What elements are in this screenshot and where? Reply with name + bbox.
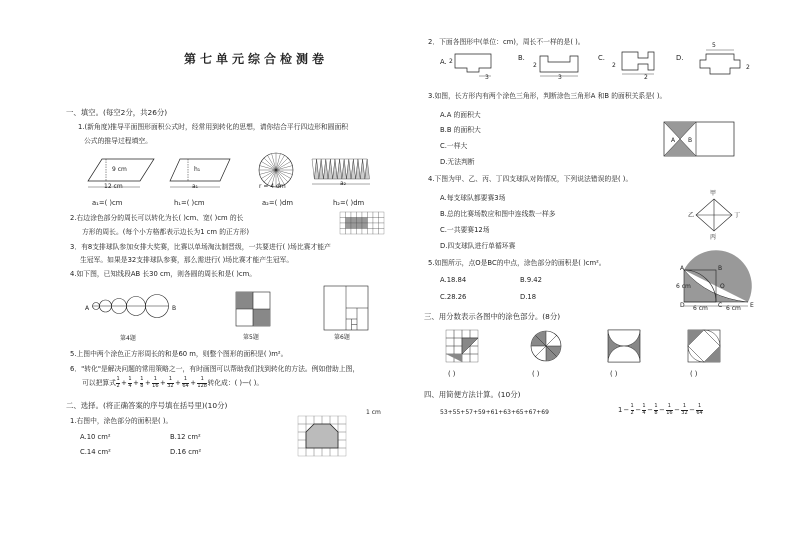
s3-fig-1 [446,330,480,364]
grid-cell [379,229,385,235]
circle-sector-line [260,166,276,170]
s4-op: − [635,405,641,414]
grid-cell [322,448,330,456]
r-q4-opt-c[interactable]: C.一共要赛12场 [440,226,490,234]
grid-cell [454,346,462,354]
s4-op: − [647,405,653,414]
r-q4-opt-b[interactable]: B.总的比赛场数应和图中连线数一样多 [440,210,556,218]
grid-cell [298,440,306,448]
s4-expr-2 [618,404,703,416]
q1-parallelogram-figure [88,157,158,193]
q6-fraction: $\frac{1}{8}$ [140,376,144,389]
grid-cell [373,223,379,229]
r-q2-num-b: 2 [533,62,537,69]
q5-caption: 第5题 [243,334,259,341]
grid-cell [340,223,346,229]
grid-cell [373,212,379,218]
grid-cell [470,354,478,362]
s3-blank-3[interactable]: ( ) [610,370,618,378]
r-q5-point-d: D [680,302,685,309]
r-q2-num-a2: 3 [485,74,489,81]
s4-op: − [659,405,665,414]
q5-text: 5.上图中两个涂色正方形周长的和是60 m，则整个图形的面积是( )m²。 [70,350,288,358]
grid-cell [379,212,385,218]
r-q2-label-a[interactable]: A. [440,58,447,66]
grid-cell [357,212,363,218]
q1-rect-figure [170,157,240,193]
s4-op: − [689,405,695,414]
grid-cell [446,346,454,354]
grid-cell [298,432,306,440]
q1-rect-a1: a₁ [192,183,199,190]
q1-text-line1: 1.(新角度)推导平面图形面积公式时，经常用到转化的思想，请你结合平行四边形和圆面积 [78,123,349,131]
q1-strip-a2: a₂ [340,180,347,187]
s4-fraction: $\frac{1}{16}$ [666,403,673,416]
r-q3-opt-c[interactable]: C.一样大 [440,142,468,150]
grid-cell [338,432,346,440]
circle-sector-line [276,166,292,170]
grid-cell [340,229,346,235]
q6-text-line2 [82,377,263,389]
s4-expr-1: 53+55+57+59+61+63+65+67+69 [440,409,549,416]
r-q5-opt-d[interactable]: D.18 [520,293,537,301]
r-q2-num-a: 2 [449,58,453,65]
q1-circle-radius: r = 4 dm [259,183,286,190]
q6-fraction: $\frac{1}{64}$ [182,376,189,389]
s3-blank-2[interactable]: ( ) [532,370,540,378]
s4-fraction: $\frac{1}{32}$ [681,403,688,416]
r-q2-shape-d [690,48,742,80]
s2-q1-opt-c[interactable]: C.14 cm² [80,448,111,456]
grid-cell [362,212,368,218]
r-q4-node-3: 丙 [710,234,717,241]
q3-text-line2: 生冠军。如果是32支排球队参赛，那么需进行( )场比赛才能产生冠军。 [80,256,294,264]
q6-op: + [133,378,139,387]
s4-op: − [674,405,680,414]
r-q4-node-4: 丁 [734,212,741,219]
s2-q1-opt-d[interactable]: D.16 cm² [170,448,202,456]
r-q5-dim-left: 6 cm [676,283,691,290]
q2-text-line1: 2.右边涂色部分的周长可以转化为长( )cm、宽( )cm 的长 [70,214,244,222]
r-q3-opt-a[interactable]: A.A 的面积大 [440,111,481,119]
r-q2-shape-a [455,52,495,80]
grid-cell [379,218,385,224]
r-q2-num-c: 2 [612,62,616,69]
grid-cell [357,229,363,235]
grid-cell [351,229,357,235]
s4-fraction: $\frac{1}{8}$ [654,403,658,416]
q6-text-line1: 6．"转化"是解决问题的常用策略之一，有时画图可以帮助我们找到转化的方法。例如借助上图， [70,365,360,373]
q1-text-line2: 公式的推导过程填空。 [84,137,152,145]
grid-cell [470,330,478,338]
s4-op: − [623,405,630,414]
q6-post: 转化成：( )—( )。 [207,378,264,387]
q1-blank-h1[interactable]: h₁=( )cm [174,199,205,207]
r-q3-opt-b[interactable]: B.B 的面积大 [440,126,481,134]
s2-q1-unit: 1 cm [366,409,381,416]
grid-cell [351,218,357,224]
grid-cell [462,330,470,338]
s4-expr-2-terms [622,404,703,416]
r-q5-point-o: O [720,283,725,290]
grid-cell [346,212,352,218]
grid-cell [368,229,374,235]
grid-cell [338,424,346,432]
q6-fraction: $\frac{1}{128}$ [197,376,207,389]
q6-op: + [144,378,151,387]
s4-expr-2-lead: 1 [618,405,623,414]
grid-cell [454,338,462,346]
r-q4-opt-d[interactable]: D.四支球队进行单循环赛 [440,242,516,250]
q1-parallelogram-height: 9 cm [112,166,127,173]
grid-cell [298,448,306,456]
grid-cell [314,416,322,424]
grid-cell [298,424,306,432]
r-q2-num-d2: 2 [746,64,750,71]
r-q4-node-1: 甲 [710,190,717,197]
s2-q1-grid-figure [298,416,356,460]
q6-fraction: $\frac{1}{32}$ [167,376,174,389]
grid-cell [357,223,363,229]
grid-cell [346,218,352,224]
q6-fraction-sum [116,377,207,389]
q6-fraction: $\frac{1}{16}$ [152,376,159,389]
r-q4-text: 4.下图为甲、乙、丙、丁四支球队对阵情况，下列说法错误的是( )。 [428,175,633,183]
s4-fraction: $\frac{1}{64}$ [696,403,703,416]
grid-cell [454,330,462,338]
s2-q1-opt-a[interactable]: A.10 cm² [80,433,111,441]
r-q5-point-a: A [680,265,685,272]
q6-fraction: $\frac{1}{2}$ [116,376,120,389]
r-q2-num-b2: 3 [558,74,562,81]
grid-cell [340,212,346,218]
grid-cell [462,354,470,362]
grid-cell [373,218,379,224]
circle-sector-line [276,170,292,174]
s2-q1-opt-b[interactable]: B.12 cm² [170,433,201,441]
r-q5-point-e: E [750,302,754,309]
q6-caption: 第6题 [334,334,350,341]
grid-cell [322,416,330,424]
circle-sector-line [260,170,276,174]
q1-blank-a2[interactable]: a₂=( )dm [262,199,293,207]
s2-q1-text: 1.右图中，涂色部分的面积是( )。 [70,417,173,425]
grid-cell [362,229,368,235]
grid-cell [351,212,357,218]
q4-text: 4.如下图，已知线段AB 长30 cm，则各圆的周长和是( )cm。 [70,270,257,278]
grid-cell [351,223,357,229]
q6-op: + [190,378,196,387]
r-q3-label-b: B [688,137,693,144]
r-q4-opt-a[interactable]: A.每支球队都要赛3场 [440,194,506,202]
section-1-heading: 一、填空。(每空2分，共26分) [66,108,168,117]
q1-blank-a1[interactable]: a₁=( )cm [92,199,123,207]
q4-circles-figure [90,294,178,318]
q1-rect-h1: h₁ [194,166,201,173]
q6-op: + [160,378,166,387]
q6-pre: 可以把算式 [82,378,116,387]
page-title: 第七单元综合检测卷 [184,52,329,66]
q4-caption: 第4题 [120,335,136,342]
r-q5-dim-bottom1: 6 cm [693,305,708,312]
grid-cell [357,218,363,224]
r-q2-shape-c [618,50,658,78]
r-q2-text: 2．下面各图形中(单位：cm)，周长不一样的是( )。 [428,38,585,46]
section-4-heading: 四、用简便方法计算。(10分) [424,390,521,399]
q1-parallelogram-base: 12 cm [104,183,123,190]
grid-cell [306,448,314,456]
r-q2-label-d[interactable]: D. [676,54,684,62]
r-q3-label-a: A [671,137,676,144]
grid-cell [446,338,454,346]
grid-cell [379,223,385,229]
q1-blank-h2[interactable]: h₂=( )dm [333,199,365,207]
grid-cell [338,448,346,456]
grid-cell [330,416,338,424]
q6-figure [324,286,370,332]
r-q5-dim-bottom2: 6 cm [726,305,741,312]
r-q5-point-b: B [718,265,723,272]
s4-fraction: $\frac{1}{4}$ [642,403,646,416]
grid-cell [362,223,368,229]
grid-cell [368,223,374,229]
r-q5-opt-a[interactable]: A.18.84 [440,276,467,284]
s3-fig-4 [688,330,722,364]
r-q5-opt-b[interactable]: B.9.42 [520,276,542,284]
r-q4-node-2: 乙 [688,212,695,219]
circle-sector-line [276,154,280,170]
r-q2-num-c2: 2 [644,74,648,81]
grid-cell [298,416,306,424]
s3-fig-2 [530,330,564,364]
q3-text-line1: 3．有8支排球队参加女排大奖赛，比赛以单场淘汰制晋级，一共要进行( )场比赛才能产 [70,243,331,251]
r-q5-opt-c[interactable]: C.28.26 [440,293,467,301]
s3-fig-3 [608,330,642,364]
section-2-heading: 二、选择。(将正确答案的序号填在括号里)(10分) [66,401,228,410]
q4-label-a: A [85,305,90,312]
circle-sector-line [272,154,276,170]
grid-cell [330,448,338,456]
grid-cell [446,330,454,338]
r-q3-opt-d[interactable]: D.无法判断 [440,158,475,166]
grid-cell [368,212,374,218]
r-q5-point-c: C [718,302,723,309]
q6-op: + [175,378,181,387]
grid-cell [373,229,379,235]
grid-cell [346,223,352,229]
section-3-heading: 三、用分数表示各图中的涂色部分。(8分) [424,312,561,321]
grid-cell [346,229,352,235]
r-q3-text: 3.如图，长方形内有两个涂色三角形，判断涂色三角形A 和B 的面积关系是( )。 [428,92,667,100]
q2-grid-figure [340,212,388,236]
s4-fraction: $\frac{1}{2}$ [630,403,634,416]
grid-cell [340,218,346,224]
grid-cell [362,218,368,224]
q6-fraction: $\frac{1}{4}$ [128,376,132,389]
q4-label-b: B [172,305,177,312]
r-q2-label-b[interactable]: B. [518,54,525,62]
grid-cell [338,416,346,424]
grid-cell [368,218,374,224]
grid-cell [338,440,346,448]
q6-op: + [121,378,127,387]
r-q2-label-c[interactable]: C. [598,54,605,62]
s3-blank-1[interactable]: ( ) [448,370,456,378]
grid-cell [314,448,322,456]
r-q5-text: 5.如图所示，点O是BC的中点，涂色部分的面积是( )cm²。 [428,259,606,267]
r-q2-num-d: 5 [712,42,716,49]
grid-cell [470,346,478,354]
grid-cell [306,416,314,424]
q5-figure [236,292,272,328]
q2-text-line2: 方形的周长。(每个小方格都表示边长为1 cm 的正方形) [82,228,250,236]
s3-blank-4[interactable]: ( ) [690,370,698,378]
